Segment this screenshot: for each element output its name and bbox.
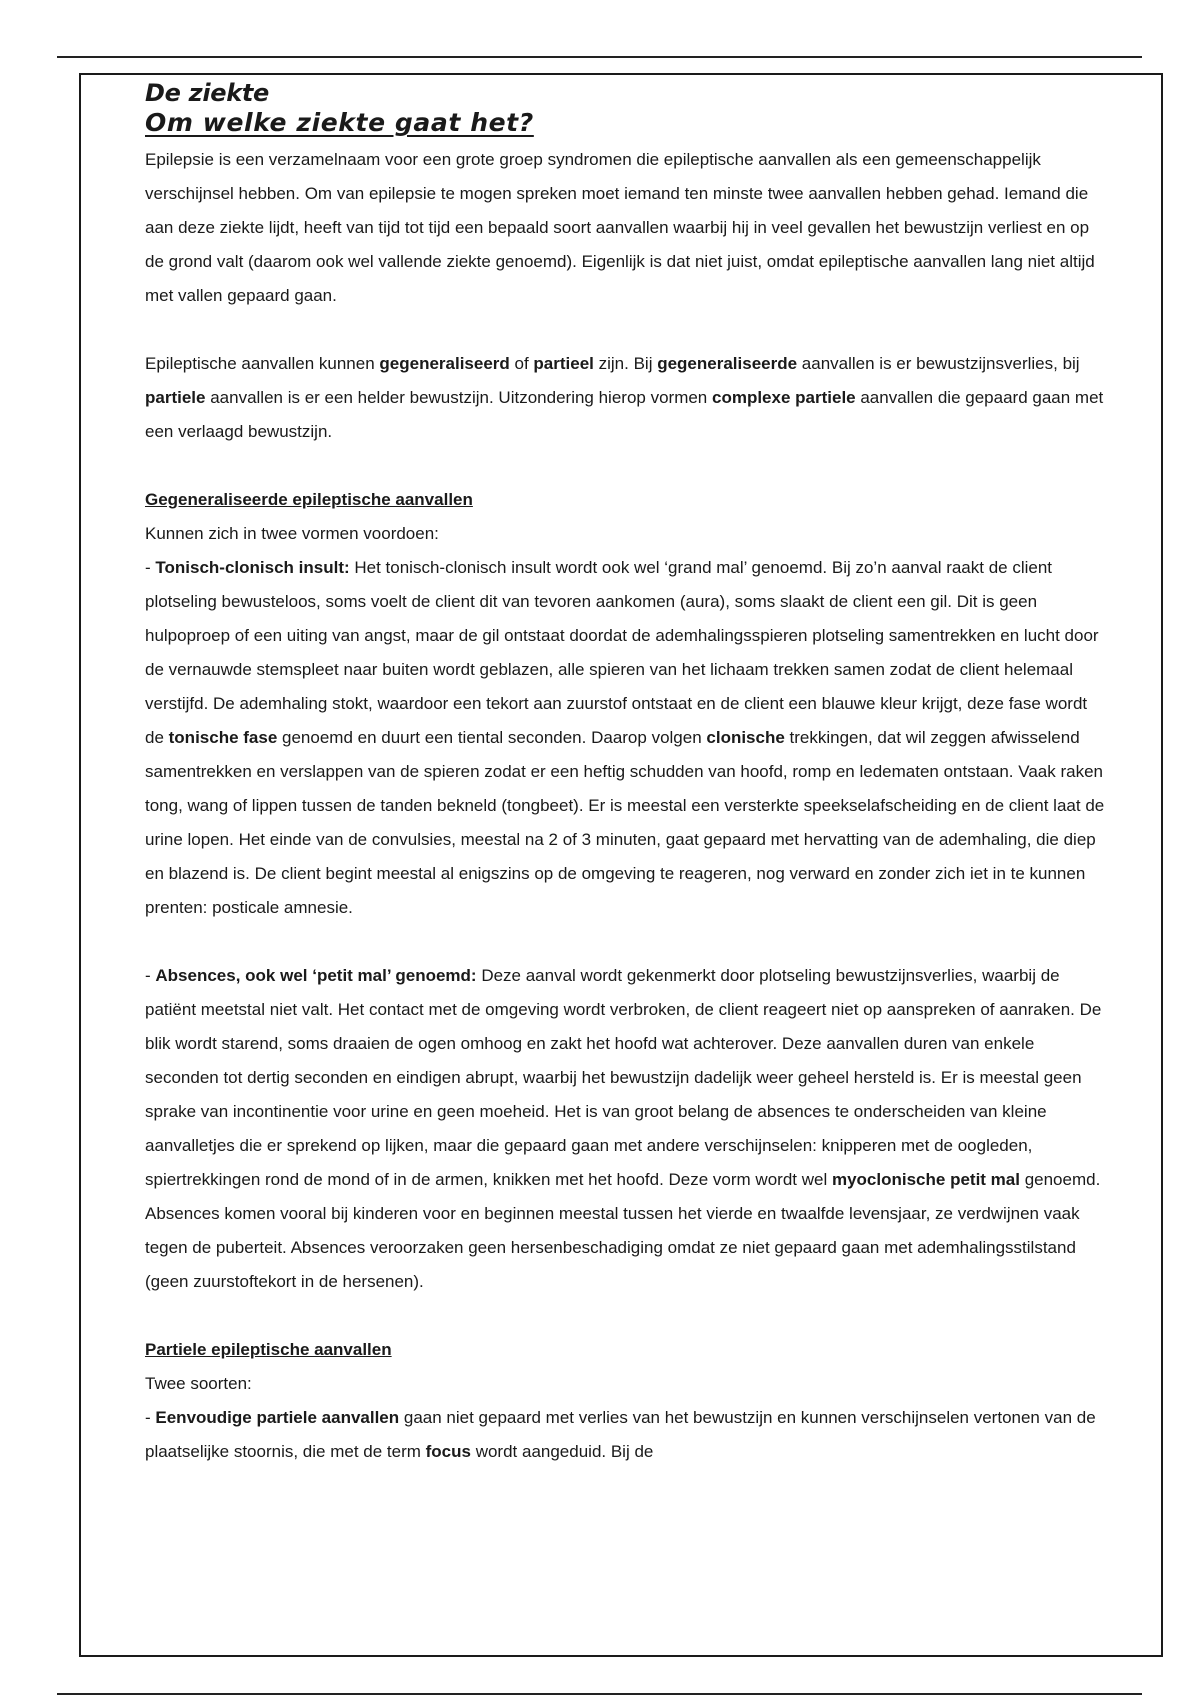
spacer xyxy=(145,313,1105,347)
bold-term: partieel xyxy=(533,354,594,373)
text-run: wordt aangeduid. Bij de xyxy=(470,1442,654,1461)
types-paragraph xyxy=(145,347,1105,449)
text-run: trekkingen, dat wil zeggen afwisselend samentrekken en verslappen van de spieren zodat er een heftig schudden van hoofd, romp en ledematen ontstaan. Vaak raken tong, wang of lippen tussen de tanden bekneld (tongbeet). Er is meestal een versterkte speekselafscheiding en de client laat de urine lopen. Het einde van de convulsies, meestal na 2 of 3 minuten, gaat gepaard met hervatting van de ademhaling, die diep en blazend is. De client begint meestal al enigszins op de omgeving te reageren, nog verward en zonder zich iet in te kunnen prenten: posticale amnesie. xyxy=(145,728,1105,917)
text-run: Deze aanval wordt gekenmerkt door plotseling bewustzijnsverlies, waarbij de patiënt meetstal niet valt. Het contact met de omgeving wordt verbroken, de client reageert niet op aanspreken of aanraken. De blik wordt starend, soms draaien de ogen omhoog en zakt het hoofd wat achterover. Deze aanvallen duren van enkele seconden tot dertig seconden en eindigen abrupt, waarbij het bewustzijn dadelijk weer geheel hersteld is. Er is meestal geen sprake van incontinentie voor urine en geen moeheid. Het is van groot belang de absences te onderscheiden van kleine aanvalletjes die er sprekend op lijken, maar die gepaard gaan met andere verschijnselen: knipperen met de oogleden, spiertrekkingen rond de mond of in de armen, knikken met het hoofd. Deze vorm wordt wel xyxy=(145,966,1102,1189)
section-intro: Twee soorten: xyxy=(145,1374,252,1393)
bold-term: tonische fase xyxy=(168,728,278,747)
header-rule xyxy=(57,56,1142,58)
bold-term: partiele xyxy=(145,388,206,407)
text-run: Epileptische aanvallen kunnen xyxy=(145,354,380,373)
bold-term: focus xyxy=(425,1442,471,1461)
absence-paragraph xyxy=(145,959,1105,1299)
spacer xyxy=(145,925,1105,959)
partial-section xyxy=(145,1333,1105,1469)
section-intro: Kunnen zich in twee vormen voordoen: xyxy=(145,524,439,543)
text-frame xyxy=(79,73,1163,1657)
bold-term: complexe partiele xyxy=(712,388,856,407)
text-run: aanvallen is er een helder bewustzijn. Uitzondering hierop vormen xyxy=(205,388,712,407)
list-dash: - xyxy=(145,558,156,577)
bold-term: gegeneraliseerde xyxy=(657,354,798,373)
list-dash: - xyxy=(145,966,156,985)
bold-term: gegeneraliseerd xyxy=(379,354,510,373)
section-heading-generalized: Gegeneraliseerde epileptische aanvallen xyxy=(145,490,473,509)
document-body xyxy=(145,79,1105,1469)
bold-term: clonische xyxy=(706,728,785,747)
text-run: gaan niet gepaard met verlies van het bewustzijn en kunnen verschijnselen vertonen van de plaatselijke stoornis, die met de term xyxy=(145,1408,1096,1461)
bold-label-simple: Eenvoudige partiele aanvallen xyxy=(155,1408,400,1427)
text-run: zijn. Bij xyxy=(593,354,658,373)
section-heading-partial: Partiele epileptische aanvallen xyxy=(145,1340,392,1359)
text-run: Het tonisch-clonisch insult wordt ook wel ‘grand mal’ genoemd. Bij zo’n aanval raakt de client plotseling bewusteloos, soms voelt de client dit van tevoren aankomen (aura), soms slaakt de client een gil. Dit is geen hulpoproep of een uiting van angst, maar de gil ontstaat doordat de ademhalingsspieren plotseling samentrekken en lucht door de vernauwde stemspleet naar buiten wordt geblazen, alle spieren van het lichaam trekken samen zodat de client helemaal verstijfd. De ademhaling stokt, waardoor een tekort aan zuurstof ontstaat en de client een blauwe kleur krijgt, deze fase wordt de xyxy=(145,558,1099,747)
heading: De ziekte xyxy=(145,79,270,107)
text-run: genoemd. Absences komen vooral bij kinderen voor en beginnen meestal tussen het vierde en twaalfde levensjaar, ze verdwijnen vaak tegen de puberteit. Absences veroorzaken geen hersenbeschadiging omdat ze niet gepaard gaan met ademhalingsstilstand (geen zuurstoftekort in de hersenen). xyxy=(145,1170,1101,1291)
spacer xyxy=(145,1299,1105,1333)
intro-paragraph: Epilepsie is een verzamelnaam voor een grote groep syndromen die epileptische aanvallen als een gemeenschappelijk verschijnsel hebben. Om van epilepsie te mogen spreken moet iemand ten minste twee aanvallen hebben gehad. Iemand die aan deze ziekte lijdt, heeft van tijd tot tijd een bepaald soort aanvallen waarbij hij in veel gevallen het bewustzijn verliest en op de grond valt (daarom ook wel vallende ziekte genoemd). Eigenlijk is dat niet juist, omdat epileptische aanvallen lang niet altijd met vallen gepaard gaan. xyxy=(145,150,1095,305)
subheading: Om welke ziekte gaat het? xyxy=(145,108,534,137)
text-run: of xyxy=(509,354,534,373)
text-run: aanvallen is er bewustzijnsverlies, bij xyxy=(797,354,1080,373)
bold-label-tonic: Tonisch-clonisch insult: xyxy=(155,558,350,577)
spacer xyxy=(145,449,1105,483)
footer-rule xyxy=(57,1693,1142,1695)
bold-label-absence: Absences, ook wel ‘petit mal’ genoemd: xyxy=(155,966,477,985)
generalized-section xyxy=(145,483,1105,925)
bold-term: myoclonische petit mal xyxy=(831,1170,1020,1189)
text-run: genoemd en duurt een tiental seconden. Daarop volgen xyxy=(277,728,707,747)
list-dash: - xyxy=(145,1408,156,1427)
text-run: aanvallen die gepaard gaan met een verlaagd bewustzijn. xyxy=(145,388,1104,441)
